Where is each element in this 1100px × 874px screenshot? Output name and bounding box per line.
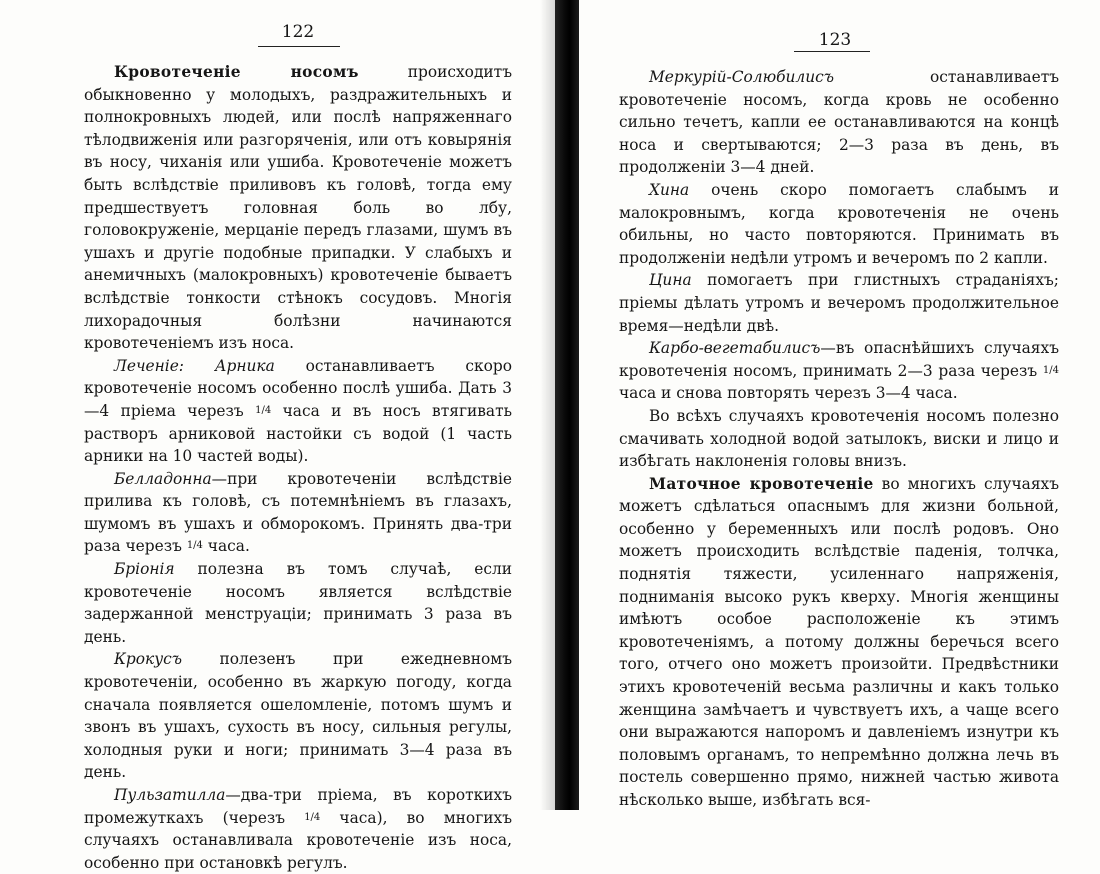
remedy-name: Меркурій-Солюбилисъ [649,68,835,86]
paragraph-text: часа), во многихъ случаяхъ останавливала кровотеченіе изъ носа, особенно при остановкѣ регулъ. [84,808,512,872]
paragraph [84,468,512,558]
paragraph [84,61,512,355]
paragraph [619,473,1059,812]
left-page-text [84,61,512,874]
paragraph [619,405,1059,473]
paragraph-text: —два-три пріема, въ короткихъ промежуткахъ (черезъ [84,786,512,827]
remedy-name: Карбо-вегетабилисъ [649,339,821,358]
page-number: 122 [281,22,315,42]
remedy-name: Бріонія [114,560,175,579]
spine-shadow [540,0,555,810]
paragraph [84,558,512,648]
paragraph [619,337,1059,405]
right-page-text [619,66,1059,812]
fraction: 1/4 [255,404,272,416]
page-number: 123 [818,30,852,50]
section-heading: Маточное кровотеченіе [649,474,874,493]
section-heading: Кровотеченіе носомъ [114,63,359,81]
right-page [579,0,1100,810]
paragraph-text: полезна въ томъ случаѣ, если кровотеченіе носомъ является вслѣдствіе задержанной менструаціи; принимать 3 раза въ день. [84,560,512,646]
paragraph-text: происходитъ обыкновенно у молодыхъ, раздражительныхъ и полнокровныхъ людей, или послѣ напряженнаго тѣлодвиженія или разгоряченія, или отъ ковырянія въ носу, чиханія или ушиба. Кровотеченіе можетъ быть вслѣдствіе приливовъ къ головѣ, тогда ему предшествуетъ головная боль во лбу, головокруженіе, мерцаніе передъ глазами, шумъ въ ушахъ и другіе подобные припадки. У слабыхъ и анемичныхъ (малокровныхъ) кровотеченіе бываетъ вслѣдствіе тонкости стѣнокъ сосудовъ. Многія лихорадочныя болѣзни начинаются кровотеченіемъ изъ носа. [84,63,512,353]
fraction: 1/4 [186,540,203,552]
book-spine [555,0,579,810]
remedy-name: Крокусъ [114,650,183,669]
remedy-name: Леченіе: Арника [114,356,275,375]
fraction: 1/4 [1042,364,1059,376]
paragraph [84,648,512,784]
paragraph-text: помогаетъ при глистныхъ страданіяхъ; пріемы дѣлать утромъ и вечеромъ продолжительное время—недѣли двѣ. [619,271,1059,335]
paragraph-text: часа. [202,537,250,556]
paragraph-text: очень скоро помогаетъ слабымъ и малокровнымъ, когда кровотеченія не очень обильны, но часто повторяются. Принимать въ продолженіи недѣли утромъ и вечеромъ по 2 капли. [619,180,1059,267]
paragraph-text: останавливаетъ скоро кровотеченіе носомъ особенно послѣ ушиба. Дать 3—4 пріема черезъ [84,356,512,420]
paragraph [619,269,1059,337]
paragraph-text: Во всѣхъ случаяхъ кровотеченія носомъ полезно смачивать холодной водой затылокъ, виски и лицо и избѣгать наклоненія головы внизъ. [619,406,1059,471]
page-number-rule [258,46,340,47]
paragraph-text: —при кровотеченіи вслѣдствіе прилива къ головѣ, съ потемнѣніемъ въ глазахъ, шумомъ въ ушахъ и обморокомъ. Принять два-три раза черезъ [84,469,512,556]
paragraph [84,784,512,874]
paragraph [619,179,1059,269]
page-number-rule [794,51,870,52]
paragraph-text: часа и снова повторять черезъ 3—4 часа. [619,384,958,403]
paragraph-text: останавливаетъ кровотеченіе носомъ, когда кровь не особенно сильно течетъ, капли ее останавливаются на концѣ носа и свертываются; 2—3 раза въ день, въ продолженіи 3—4 дней. [619,68,1059,177]
remedy-name: Белладонна [114,469,212,488]
paragraph-text: —въ опаснѣйшихъ случаяхъ кровотеченія носомъ, принимать 2—3 раза черезъ [619,339,1059,380]
paragraph-text: полезенъ при ежедневномъ кровотеченіи, особенно въ жаркую погоду, когда сначала появляется ошеломленіе, потомъ шумъ и звонъ въ ушахъ, сухость въ носу, сильныя регулы, холодныя руки и ноги; принимать 3—4 раза въ день. [84,650,512,782]
fraction: 1/4 [304,811,321,823]
remedy-name: Хина [649,180,690,199]
paragraph-text: во многихъ случаяхъ можетъ сдѣлаться опаснымъ для жизни больной, особенно у беременныхъ или послѣ родовъ. Оно можетъ происходить вслѣдствіе паденія, толчка, поднятія тяжести, усиленнаго напряженія, подниманія высоко рукъ кверху. Многія женщины имѣютъ особое расположеніе къ этимъ кровотеченіямъ, а потому должны беречься всего того, отчего оно можетъ произойти. Предвѣстники этихъ кровотеченій весьма различны и какъ только женщина замѣчаетъ и чувствуетъ ихъ, а чаще всего они выражаются напоромъ и давленіемъ изнутри къ половымъ органамъ, то непремѣнно должна лечь въ постель совершенно прямо, нижней частью живота нѣсколько выше, избѣгать вся- [619,474,1059,809]
paragraph-text: часа и въ носъ втягивать растворъ арниковой настойки съ водой (1 часть арники на 10 частей воды). [84,401,512,466]
remedy-name: Пульзатилла [114,786,226,804]
paragraph [619,66,1059,179]
remedy-name: Цина [649,271,692,290]
paragraph [84,355,512,468]
